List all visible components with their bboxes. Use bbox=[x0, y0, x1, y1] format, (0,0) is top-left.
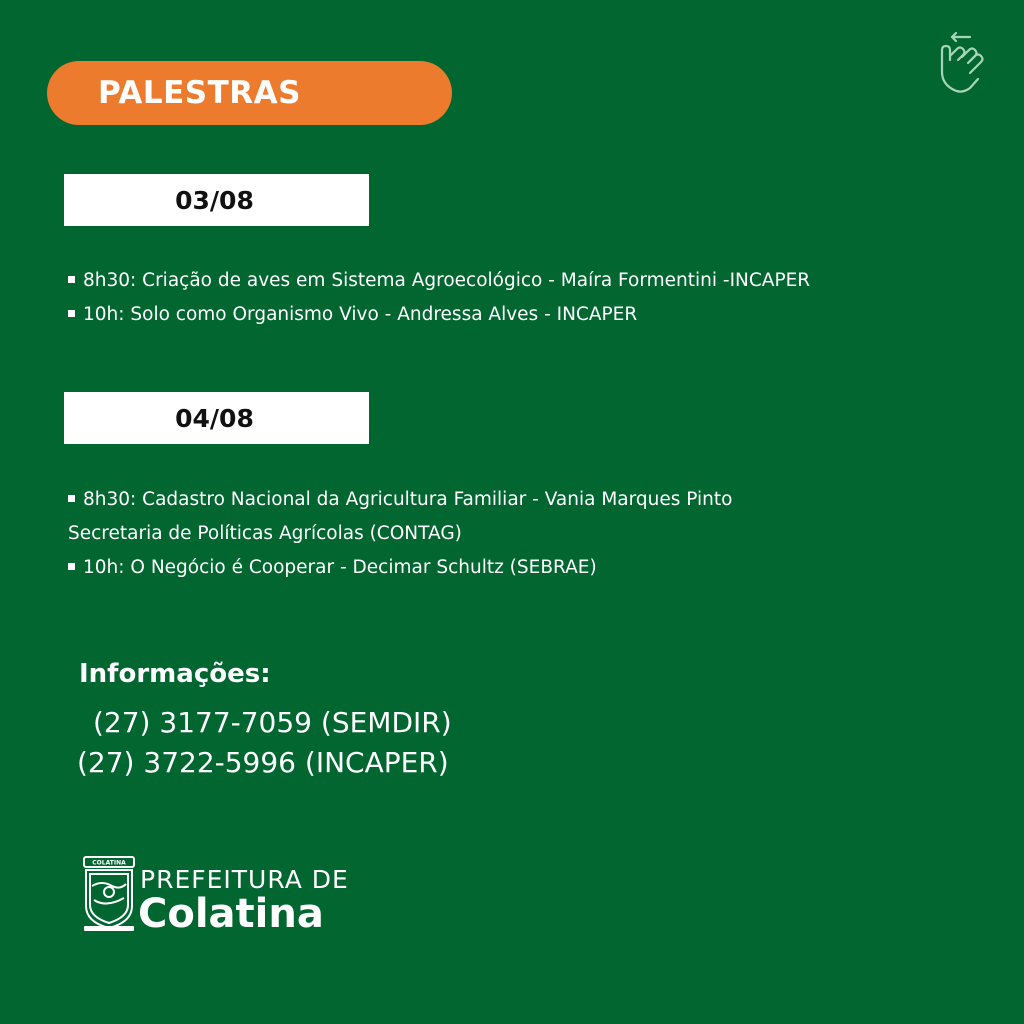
phone-incaper: (27) 3722-5996 (INCAPER) bbox=[77, 746, 449, 779]
schedule-item: 10h: O Negócio é Cooperar - Decimar Schultz (SEBRAE) bbox=[68, 551, 968, 585]
square-bullet-icon bbox=[68, 495, 75, 502]
info-heading: Informações: bbox=[79, 659, 271, 689]
city-crest-icon bbox=[82, 856, 136, 932]
date-label-day1: 03/08 bbox=[64, 174, 369, 226]
schedule-item: 8h30: Criação de aves em Sistema Agroecológico - Maíra Formentini -INCAPER bbox=[68, 264, 968, 298]
logo-line1: PREFEITURA DE bbox=[140, 865, 349, 894]
schedule-list-day1 bbox=[68, 264, 968, 332]
section-title: PALESTRAS bbox=[98, 75, 301, 111]
crest-text: COLATINA bbox=[92, 859, 126, 867]
swipe-hand-icon bbox=[932, 30, 988, 98]
schedule-item: 10h: Solo como Organismo Vivo - Andressa Alves - INCAPER bbox=[68, 298, 968, 332]
schedule-item: 8h30: Cadastro Nacional da Agricultura Familiar - Vania Marques Pinto bbox=[68, 483, 968, 517]
square-bullet-icon bbox=[68, 563, 75, 570]
phone-semdir: (27) 3177-7059 (SEMDIR) bbox=[93, 706, 452, 739]
logo-line2: Colatina bbox=[138, 891, 324, 937]
schedule-item-continuation: Secretaria de Políticas Agrícolas (CONTAG) bbox=[68, 523, 462, 544]
date-label-day2: 04/08 bbox=[64, 392, 369, 444]
square-bullet-icon bbox=[68, 310, 75, 317]
section-title-badge bbox=[47, 61, 452, 125]
schedule-list-day2 bbox=[68, 483, 968, 585]
prefeitura-logo bbox=[82, 856, 362, 940]
square-bullet-icon bbox=[68, 276, 75, 283]
